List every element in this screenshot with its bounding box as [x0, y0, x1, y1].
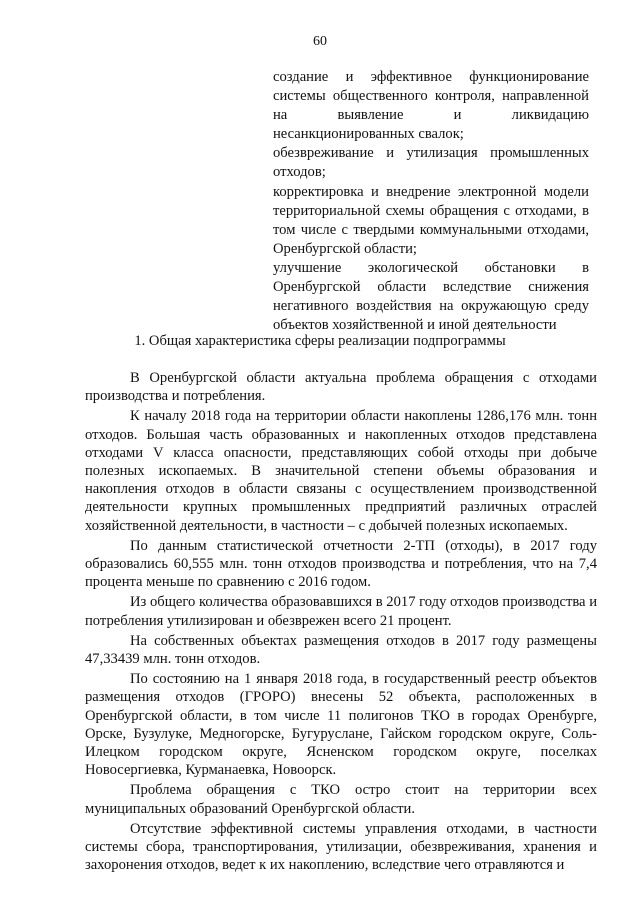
goal-item-2: обезвреживание и утилизация промышленных отходов; [273, 145, 589, 181]
paragraph-4: Из общего количества образовавшихся в 2017 году отходов производства и потребления утилизирован и обезврежен всего 21 процент. [85, 594, 597, 629]
goals-list [273, 68, 589, 335]
paragraph-2: К началу 2018 года на территории области накоплены 1286,176 млн. тонн отходов. Большая часть образованных и накопленных отходов представлена отходами V класса опасности, представляющих собой отходы при добыче полезных ископаемых. В значительной степени объемы образования и накопления отходов в области связаны с осуществлением производственной деятельности крупных промышленных предприятий различных отраслей хозяйственной деятельности, в частности – с добычей полезных ископаемых. [85, 408, 597, 534]
goal-item-3: корректировка и внедрение электронной модели территориальной схемы обращения с отходами, в том числе с твердыми коммунальными отходами, Оренбургской области; [273, 183, 589, 257]
body-text [85, 369, 597, 876]
goal-item-4: улучшение экологической обстановки в Оренбургской области вследствие снижения негативного воздействия на окружающую среду объектов хозяйственной и иной деятельности [273, 259, 589, 334]
paragraph-6: По состоянию на 1 января 2018 года, в государственный реестр объектов размещения отходов (ГРОРО) внесены 52 объекта, расположенных в Оренбургской области, в том числе 11 полигонов ТКО в городах Оренбурге, Орске, Бузулуке, Медногорске, Бугуруслане, Гайском городском округе, Соль-Илецком городском округе, Ясненском городском округе, поселках Новосергиевка, Курманаевка, Новоорск. [85, 671, 597, 779]
goal-item-1: создание и эффективное функционирование системы общественного контроля, направленной на выявление и ликвидацию несанкционированных свалок; [273, 69, 589, 143]
paragraph-3: По данным статистической отчетности 2-ТП (отходы), в 2017 году образовались 60,555 млн. тонн отходов производства и потребления, что на 7,4 процента меньше по сравнению с 2016 годом. [85, 537, 597, 591]
paragraph-7: Проблема обращения с ТКО остро стоит на территории всех муниципальных образований Оренбургской области. [85, 782, 597, 817]
section-heading: 1. Общая характеристика сферы реализации подпрограммы [134, 333, 506, 349]
paragraph-1: В Оренбургской области актуальна проблема обращения с отходами производства и потребления. [85, 370, 597, 405]
page-number: 60 [313, 34, 327, 49]
paragraph-5: На собственных объектах размещения отходов в 2017 году размещены 47,33439 млн. тонн отходов. [85, 632, 597, 668]
paragraph-8: Отсутствие эффективной системы управления отходами, в частности системы сбора, транспортирования, утилизации, обезвреживания, хранения и захоронения отходов, ведет к их накоплению, вследствие чего отравляются и [85, 820, 597, 874]
